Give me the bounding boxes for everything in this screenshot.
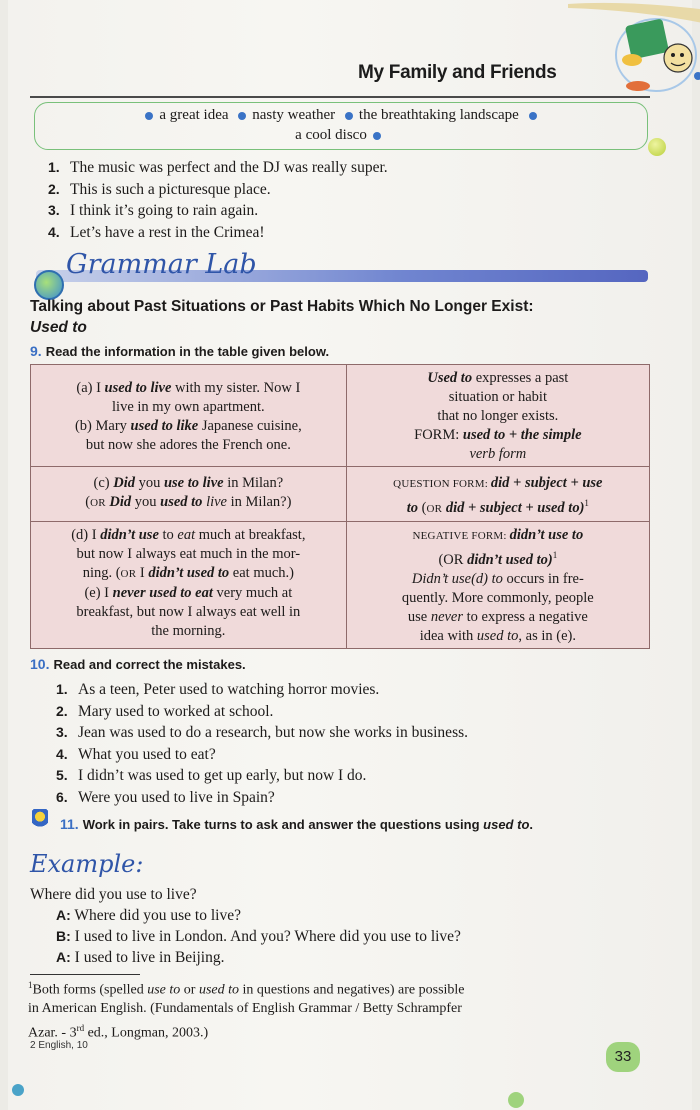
table-cell: (a) I used to live with my sister. Now I live in my own apartment. (b) Mary used to like Japanese cuisine, but now she adores the French one. — [31, 365, 347, 467]
sentence-list-1 — [48, 157, 388, 243]
bullet-icon — [529, 112, 537, 120]
grammar-lab-title: Grammar Lab — [66, 249, 257, 280]
example-label: Example: — [30, 850, 144, 878]
footer-text: 2 English, 10 — [30, 1040, 88, 1051]
sentence-list-2 — [56, 679, 468, 808]
pair-work-icon — [32, 809, 48, 831]
word-item: a cool disco — [295, 127, 367, 143]
table-row — [31, 365, 650, 467]
section-title: Talking about Past Situations or Past Habits Which No Longer Exist: Used to — [30, 298, 534, 336]
example-question: Where did you use to live? — [30, 886, 197, 903]
table-cell: QUESTION FORM: did + subject + use to (OR did + subject + used to)$^1$ — [346, 467, 649, 522]
table-cell: (d) I didn’t use to eat much at breakfast, but now I always eat much in the mor- ning. (OR I didn’t used to eat much.) (e) I never used to eat very much at breakfast, but now I always eat well in the morning. — [31, 521, 347, 648]
decorative-dot — [12, 1084, 24, 1096]
list-item: 4. What you used to eat? — [56, 745, 216, 763]
bullet-icon — [238, 112, 246, 120]
list-item: 6. Were you used to live in Spain? — [56, 788, 275, 806]
page-number: 33 — [606, 1042, 640, 1072]
list-item: 4. Let’s have a rest in the Crimea! — [48, 223, 265, 241]
bullet-icon — [345, 112, 353, 120]
word-box — [34, 102, 648, 150]
exercise-10-heading: 10. Read and correct the mistakes. — [30, 656, 246, 672]
table-row — [31, 521, 650, 648]
textbook-page — [8, 0, 692, 1110]
decorative-dot — [508, 1092, 524, 1108]
exercise-11-heading: 11. Work in pairs. Take turns to ask and answer the questions using used to. — [60, 816, 534, 832]
bullet-icon — [145, 112, 153, 120]
grammar-table — [30, 364, 650, 649]
bullet-icon — [373, 132, 381, 140]
list-item: 3. I think it’s going to rain again. — [48, 202, 259, 219]
list-item: 3. Jean was used to do a research, but now she works in business. — [56, 724, 469, 741]
list-item: 2. This is such a picturesque place. — [48, 180, 271, 198]
list-item: 1. As a teen, Peter used to watching horror movies. — [56, 681, 380, 698]
word-item: the breathtaking landscape — [358, 107, 519, 123]
page-title: My Family and Friends — [358, 62, 557, 83]
footnote-divider — [30, 974, 140, 975]
cartoon-book-illustration — [568, 0, 700, 100]
table-cell: NEGATIVE FORM: didn’t use to (OR didn’t used to)$^1$ Didn’t use(d) to occurs in fre- quently. More commonly, people use never to express a negative idea with used to, as in (e). — [346, 521, 649, 648]
table-cell: (c) Did you use to live in Milan? (OR Did you used to live in Milan?) — [31, 467, 347, 522]
list-item: 1. The music was perfect and the DJ was really super. — [48, 159, 388, 176]
word-box-line-2 — [35, 127, 647, 144]
list-item: 2. Mary used to worked at school. — [56, 702, 274, 720]
word-item: nasty weather — [252, 107, 336, 123]
word-box-line-1 — [35, 107, 647, 124]
dialogue-line: A: Where did you use to live? — [56, 907, 241, 924]
dialogue-line: A: I used to live in Beijing. — [56, 949, 225, 966]
dialogue-line: B: I used to live in London. And you? Where did you use to live? — [56, 928, 461, 945]
list-item: 5. I didn’t was used to get up early, but now I do. — [56, 767, 367, 784]
footnote: $^1$Both forms (spelled use to or used to in questions and negatives) are possible in American English. (Fundamentals of English Grammar / Betty Schrampfer Azar. - 3rd ed., Longman, 2003.) — [28, 980, 465, 1041]
decorative-dot — [648, 138, 666, 156]
word-item: a great idea — [159, 107, 229, 123]
header-divider — [30, 96, 650, 98]
example-dialogue — [30, 884, 461, 968]
table-cell: Used to expresses a past situation or habit that no longer exists. FORM: used to + the simple verb form — [346, 365, 649, 467]
exercise-9-heading: 9. Read the information in the table given below. — [30, 343, 330, 359]
table-row — [31, 467, 650, 522]
